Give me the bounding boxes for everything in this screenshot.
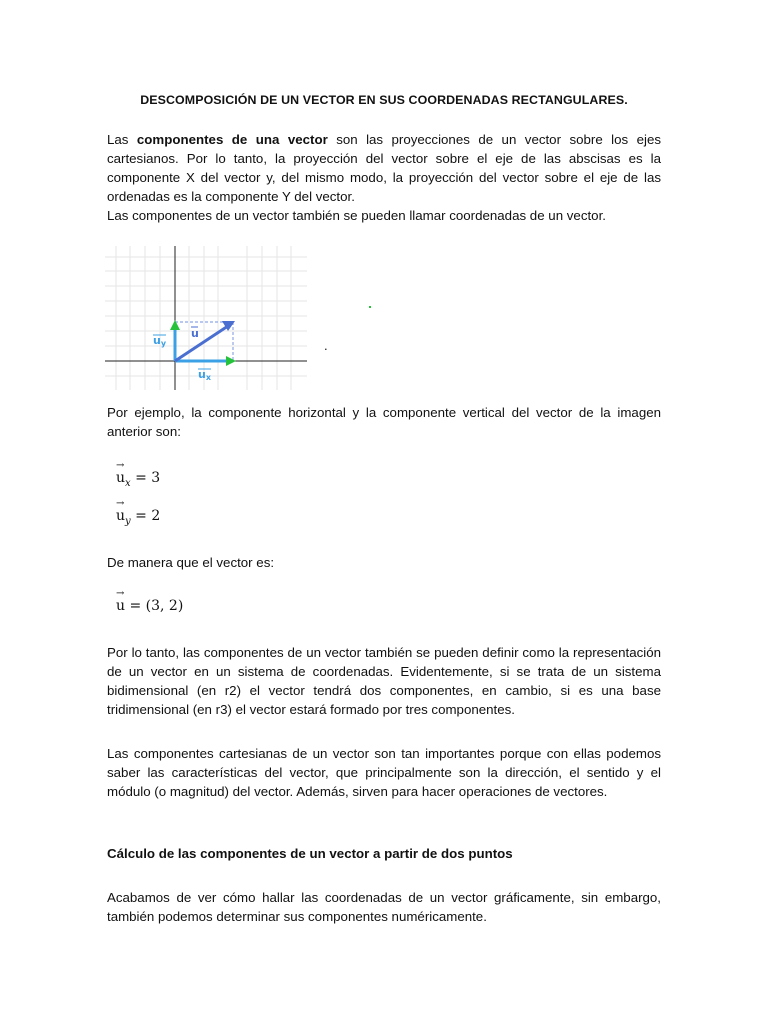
- paragraph-rest: son las proyecciones de un vector sobre los ejes cartesianos. Por lo tanto, la proyección del vector sobre el eje de las abscisas es la componente X del vector y, del mismo modo, la proyección del vector sobre el eje de las ordenadas es la componente Y del vector.: [107, 132, 661, 204]
- formula-ux-rhs: = 3: [130, 470, 161, 486]
- paragraph-lead: Las: [107, 132, 137, 147]
- paragraph-importance: Las componentes cartesianas de un vector son tan importantes porque con ellas podemos saber las características del vector, que principalmente son la dirección, el sentido y el módulo (o magnitud) del vector. Además, sirven para hacer operaciones de vectores.: [107, 746, 661, 799]
- formula-uy-rhs: = 2: [130, 508, 161, 524]
- formula-u-var: → u: [116, 598, 125, 614]
- formula-uy-var: → u: [116, 508, 125, 524]
- grid-lines: [105, 246, 307, 390]
- formula-uy: [116, 508, 160, 527]
- section-subheading: Cálculo de las componentes de un vector a partir de dos puntos: [107, 846, 513, 861]
- paragraph-numeric: Acabamos de ver cómo hallar las coordenadas de un vector gráficamente, sin embargo, también podemos determinar sus componentes numéricamente.: [107, 890, 661, 924]
- paragraph-example: Por ejemplo, la componente horizontal y la componente vertical del vector de la imagen anterior son:: [107, 405, 661, 439]
- vector-decomposition-figure: [105, 246, 307, 390]
- formula-u: [116, 598, 183, 614]
- document-title: DESCOMPOSICIÓN DE UN VECTOR EN SUS COORDENADAS RECTANGULARES.: [140, 93, 628, 107]
- formula-u-rhs: = (3, 2): [125, 598, 184, 614]
- paragraph-coordinates-note: Las componentes de un vector también se pueden llamar coordenadas de un vector.: [107, 208, 606, 223]
- formula-ux-var: → u: [116, 470, 125, 486]
- paragraph-vector-is: De manera que el vector es:: [107, 555, 275, 570]
- uy-arrow-tip: [170, 320, 180, 330]
- bold-term: componentes de una vector: [136, 132, 328, 147]
- paragraph-definition: [107, 130, 661, 225]
- ux-arrow-tip: [226, 356, 236, 366]
- formula-ux: [116, 470, 160, 489]
- trailing-dot: .: [324, 338, 328, 353]
- label-uy: uy: [153, 334, 167, 348]
- formula-uy-sub: y: [125, 515, 131, 527]
- label-ux: ux: [198, 368, 212, 382]
- formula-ux-sub: x: [125, 477, 131, 489]
- paragraph-representation: Por lo tanto, las componentes de un vector también se pueden definir como la representación de un vector en un sistema de coordenadas. Evidentemente, si se trata de un sistema bidimensional (en r2) el vector tendrá dos componentes, en cambio, si es una base tridimensional (en r3) el vector estará formado por tres componentes.: [107, 645, 661, 717]
- label-u: u: [191, 327, 199, 340]
- stray-green-pixel: [369, 306, 371, 308]
